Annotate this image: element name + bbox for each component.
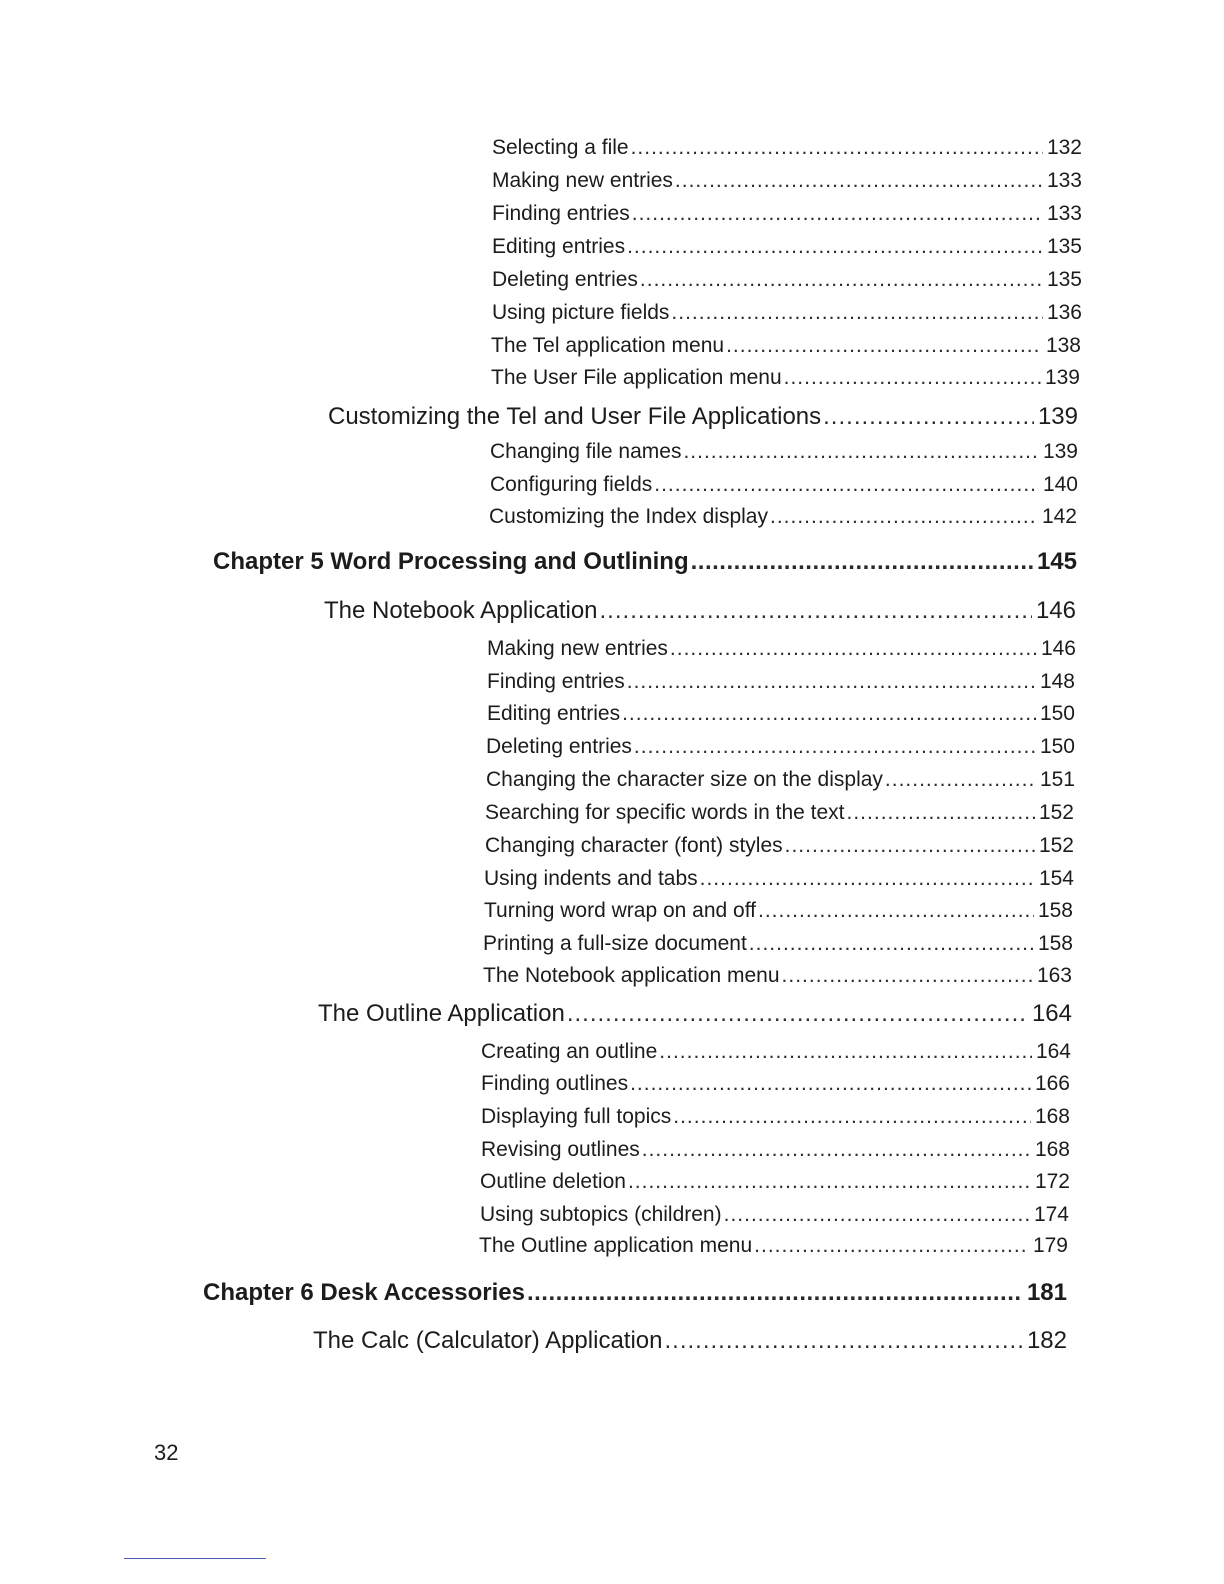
toc-leader [691,548,1033,576]
toc-leader [700,867,1035,891]
toc-entry-title: Revising outlines [481,1138,640,1161]
toc-leader [754,1234,1029,1258]
toc-leader [758,899,1034,923]
toc-chapter-entry [203,1279,1067,1307]
toc-entry [492,235,1082,259]
toc-entry-title: Using subtopics (children) [480,1203,722,1226]
toc-entry [484,899,1073,923]
toc-entry-title: The Outline Application [318,1000,565,1027]
toc-entry-page: 166 [1034,1072,1070,1095]
toc-entry [489,505,1077,529]
toc-leader [885,768,1036,792]
toc-chapter-entry [213,548,1077,576]
toc-entry-page: 152 [1038,834,1074,857]
toc-entry-page: 148 [1039,670,1075,693]
toc-leader [784,366,1041,390]
toc-entry-title: The User File application menu [491,366,782,389]
toc-entry-title: Turning word wrap on and off [484,899,756,922]
toc-entry [492,202,1082,226]
toc-entry-page: 133 [1046,202,1082,225]
toc-entry-title: Finding outlines [481,1072,629,1095]
toc-entry [486,735,1075,759]
toc-leader [632,202,1043,226]
toc-entry [481,1040,1071,1064]
toc-entry-page: 182 [1026,1327,1067,1354]
toc-leader [673,1105,1031,1129]
toc-entry-title: Searching for specific words in the text [485,801,845,824]
toc-entry-title: Making new entries [492,169,673,192]
toc-entry-title: Using picture fields [492,301,670,324]
toc-leader [726,334,1042,358]
toc-entry [480,1203,1069,1227]
toc-entry-page: 135 [1046,235,1082,258]
toc-entry-page: 136 [1046,301,1082,324]
toc-entry-title: Editing entries [487,702,621,725]
toc-leader [823,403,1034,431]
toc-entry [485,801,1074,825]
toc-entry-page: 164 [1031,1000,1072,1027]
toc-entry-title: Selecting a file [492,136,629,159]
toc-entry [491,334,1081,358]
toc-entry-page: 150 [1039,735,1075,758]
toc-leader [782,964,1033,988]
toc-leader [634,735,1036,759]
toc-section-entry [324,597,1076,625]
toc-entry-title: Changing character (font) styles [485,834,783,857]
toc-leader [665,1327,1023,1355]
toc-entry-page: 172 [1034,1170,1070,1193]
toc-leader [847,801,1035,825]
toc-entry-page: 174 [1033,1203,1069,1226]
toc-entry [485,834,1074,858]
toc-section-entry [328,403,1078,431]
toc-leader [654,473,1039,497]
toc-entry-page: 151 [1039,768,1075,791]
toc-entry [481,1105,1070,1129]
toc-entry-title: Finding entries [487,670,625,693]
toc-entry-title: Creating an outline [481,1040,658,1063]
toc-entry-page: 181 [1026,1279,1067,1306]
toc-entry-title: The Outline application menu [479,1234,753,1257]
toc-leader [640,268,1043,292]
toc-entry-page: 152 [1038,801,1074,824]
toc-entry [492,301,1082,325]
toc-section-entry [318,1000,1072,1028]
toc-entry-title: The Tel application menu [491,334,725,357]
toc-entry [490,440,1078,464]
toc-entry-page: 179 [1032,1234,1068,1257]
toc-entry-title: Printing a full-size document [483,932,747,955]
toc-entry-title: Making new entries [487,637,668,660]
toc-entry-title: Deleting entries [492,268,638,291]
toc-leader [630,1072,1031,1096]
footer-rule [124,1558,266,1559]
toc-leader [628,1170,1031,1194]
toc-leader [724,1203,1030,1227]
toc-entry-title: Changing file names [490,440,682,463]
toc-entry [484,867,1074,891]
toc-entry-title: Changing the character size on the display [486,768,883,791]
toc-leader [670,637,1037,661]
toc-leader [567,1000,1028,1028]
toc-entry-page: 158 [1037,899,1073,922]
toc-entry [483,932,1073,956]
toc-entry [490,473,1078,497]
toc-entry-title: The Notebook application menu [483,964,780,987]
toc-entry [481,1072,1070,1096]
toc-entry-page: 164 [1035,1040,1071,1063]
toc-leader [749,932,1034,956]
toc-entry-page: 163 [1036,964,1072,987]
toc-entry [492,169,1082,193]
toc-entry-page: 146 [1035,597,1076,624]
toc-leader [770,505,1038,529]
toc-entry-page: 140 [1042,473,1078,496]
toc-entry-title: Chapter 6 Desk Accessories [203,1279,525,1306]
toc-entry-title: The Calc (Calculator) Application [313,1327,663,1354]
toc-entry-page: 133 [1046,169,1082,192]
toc-entry-title: Outline deletion [480,1170,626,1193]
toc-entry-title: Deleting entries [486,735,632,758]
toc-leader [622,702,1036,726]
toc-entry [491,366,1080,390]
toc-leader [785,834,1035,858]
toc-entry [492,136,1082,160]
toc-leader [627,670,1036,694]
page-number: 32 [154,1440,179,1465]
toc-entry [483,964,1072,988]
toc-entry-title: Customizing the Index display [489,505,768,528]
toc-entry-page: 150 [1039,702,1075,725]
toc-entry-title: Chapter 5 Word Processing and Outlining [213,548,689,575]
toc-leader [683,440,1039,464]
toc-entry [480,1170,1070,1194]
toc-leader [527,1279,1023,1307]
toc-leader [600,597,1032,625]
toc-entry [486,768,1075,792]
toc-entry [492,268,1082,292]
toc-entry-page: 139 [1044,366,1080,389]
toc-entry [487,702,1075,726]
toc-entry [487,637,1076,661]
toc-entry-page: 158 [1037,932,1073,955]
toc-leader [642,1138,1031,1162]
toc-leader [671,301,1043,325]
toc-entry-page: 138 [1045,334,1081,357]
toc-entry-page: 146 [1040,637,1076,660]
toc-entry-page: 135 [1046,268,1082,291]
toc-section-entry [313,1327,1067,1355]
toc-entry-page: 154 [1038,867,1074,890]
toc-entry-title: The Notebook Application [324,597,598,624]
toc-entry-page: 139 [1037,403,1078,430]
toc-entry-title: Customizing the Tel and User File Applications [328,403,822,430]
toc-entry-title: Configuring fields [490,473,653,496]
toc-leader [631,136,1043,160]
toc-entry-page: 168 [1034,1105,1070,1128]
toc-leader [659,1040,1032,1064]
toc-entry-title: Displaying full topics [481,1105,672,1128]
toc-leader [675,169,1043,193]
toc-entry-page: 168 [1034,1138,1070,1161]
toc-entry-page: 132 [1046,136,1082,159]
toc-entry [481,1138,1070,1162]
toc-entry-title: Using indents and tabs [484,867,698,890]
toc-entry [487,670,1075,694]
toc-entry-page: 145 [1036,548,1077,575]
toc-entry-page: 139 [1042,440,1078,463]
toc-entry-title: Editing entries [492,235,626,258]
toc-entry-page: 142 [1041,505,1077,528]
toc-leader [627,235,1043,259]
toc-entry [479,1234,1068,1258]
toc-entry-title: Finding entries [492,202,630,225]
